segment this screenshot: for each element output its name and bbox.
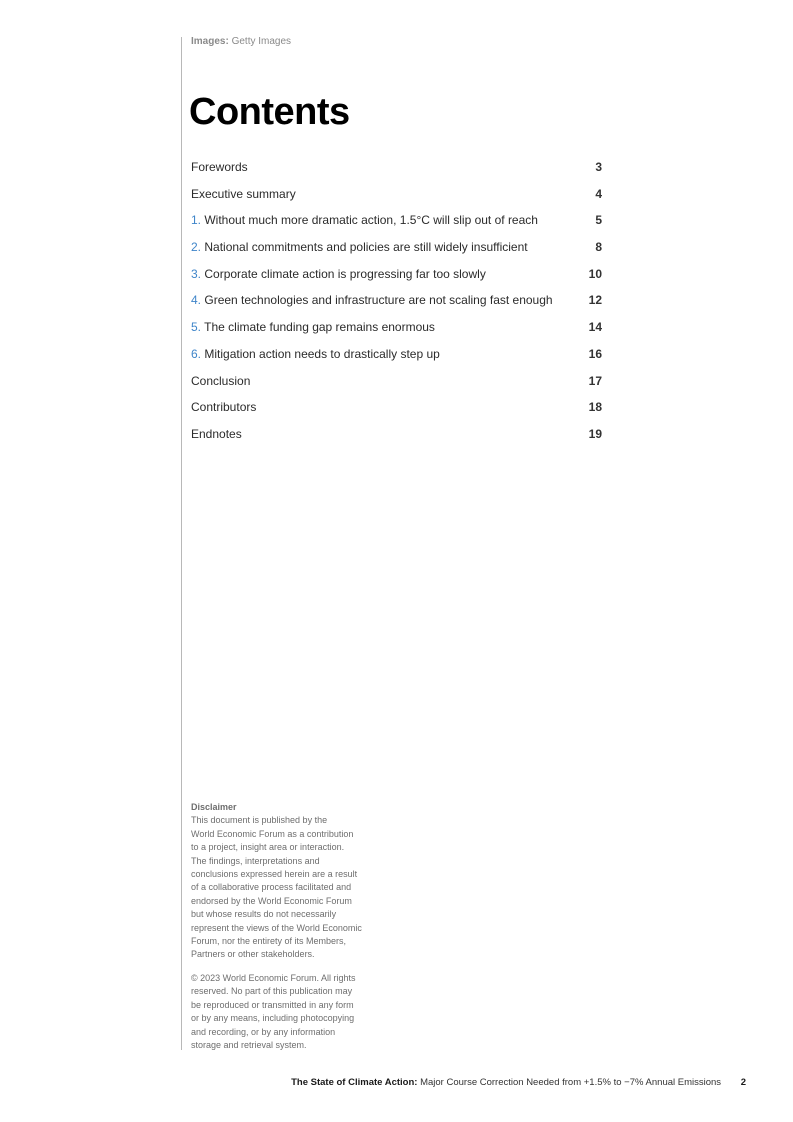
- text-line: storage and retrieval system.: [191, 1039, 307, 1050]
- toc-label: National commitments and policies are still widely insufficient: [204, 240, 528, 255]
- toc-entry-text: [191, 234, 528, 261]
- toc-entry-text: [191, 421, 242, 448]
- toc-page-number: 16: [588, 346, 602, 361]
- toc-entry-text: [191, 394, 256, 421]
- page-number: 2: [740, 1077, 746, 1088]
- toc-page-number: 17: [588, 373, 602, 388]
- toc-entry-text: [191, 287, 553, 314]
- page-footer: [291, 1077, 746, 1088]
- toc-section-number: 1.: [191, 213, 202, 228]
- toc-entry[interactable]: [191, 154, 602, 181]
- toc-label: Endnotes: [191, 426, 242, 441]
- toc-page-number: 19: [588, 426, 602, 441]
- toc-entry[interactable]: [191, 181, 602, 208]
- toc-page-number: 14: [588, 320, 602, 335]
- text-line: conclusions expressed herein are a result: [191, 869, 358, 880]
- text-line: to a project, insight area or interaction.: [191, 842, 345, 853]
- page-title: Contents: [189, 91, 350, 133]
- text-line: represent the views of the World Economic: [191, 922, 362, 933]
- toc-entry-text: [191, 314, 435, 341]
- toc-section-number: 4.: [191, 293, 202, 308]
- table-of-contents: [191, 154, 602, 448]
- text-line: The findings, interpretations and: [191, 855, 320, 866]
- text-line: be reproduced or transmitted in any form: [191, 999, 354, 1010]
- copyright-text: [191, 972, 381, 1052]
- toc-entry[interactable]: [191, 394, 602, 421]
- toc-entry-text: [191, 261, 486, 288]
- toc-entry-text: [191, 368, 250, 395]
- toc-label: Corporate climate action is progressing far too slowly: [204, 266, 486, 281]
- toc-entry-text: [191, 181, 296, 208]
- toc-entry[interactable]: [191, 368, 602, 395]
- toc-entry[interactable]: [191, 341, 602, 368]
- left-margin-rule: [181, 37, 182, 1050]
- toc-entry[interactable]: [191, 287, 602, 314]
- text-line: © 2023 World Economic Forum. All rights: [191, 972, 356, 983]
- toc-label: Contributors: [191, 400, 257, 415]
- text-line: reserved. No part of this publication may: [191, 986, 353, 997]
- text-line: endorsed by the World Economic Forum: [191, 895, 352, 906]
- toc-label: Forewords: [191, 160, 248, 174]
- text-line: and recording, or by any information: [191, 1026, 336, 1037]
- image-credit-value: Getty Images: [231, 36, 292, 47]
- toc-entry[interactable]: [191, 261, 602, 288]
- toc-page-number: 5: [595, 213, 602, 228]
- text-line: Forum, nor the entirety of its Members,: [191, 936, 347, 947]
- text-line: World Economic Forum as a contribution: [191, 828, 354, 839]
- toc-page-number: 3: [595, 160, 602, 174]
- toc-label: Conclusion: [191, 373, 251, 388]
- text-line: but whose results do not necessarily: [191, 909, 337, 920]
- footer-report-title: The State of Climate Action:: [291, 1077, 418, 1088]
- toc-entry-text: [191, 154, 248, 181]
- footer-report-subtitle: Major Course Correction Needed from +1.5% to −7% Annual Emissions: [420, 1077, 722, 1088]
- toc-entry-text: [191, 207, 538, 234]
- toc-section-number: 5.: [191, 320, 202, 335]
- toc-section-number: 6.: [191, 346, 202, 361]
- toc-page-number: 10: [588, 266, 602, 281]
- toc-label: The climate funding gap remains enormous: [204, 320, 435, 335]
- disclaimer-block: [191, 801, 381, 1052]
- toc-entry[interactable]: [191, 314, 602, 341]
- toc-page-number: 12: [588, 293, 602, 308]
- disclaimer-heading: Disclaimer: [191, 802, 237, 812]
- toc-page-number: 8: [595, 240, 602, 255]
- disclaimer-text: [191, 814, 381, 961]
- toc-label: Executive summary: [191, 186, 296, 201]
- toc-entry[interactable]: [191, 421, 602, 448]
- image-credit-label: Images:: [191, 36, 229, 47]
- toc-page-number: 4: [595, 186, 602, 201]
- toc-entry[interactable]: [191, 234, 602, 261]
- toc-section-number: 3.: [191, 266, 202, 281]
- text-line: or by any means, including photocopying: [191, 1013, 355, 1024]
- image-credit: [191, 36, 291, 48]
- text-line: Partners or other stakeholders.: [191, 949, 315, 960]
- text-line: of a collaborative process facilitated and: [191, 882, 352, 893]
- toc-label: Without much more dramatic action, 1.5°C will slip out of reach: [204, 213, 538, 228]
- text-line: This document is published by the: [191, 815, 328, 826]
- toc-entry[interactable]: [191, 207, 602, 234]
- toc-page-number: 18: [588, 400, 602, 415]
- toc-label: Mitigation action needs to drastically step up: [204, 346, 440, 361]
- toc-entry-text: [191, 341, 440, 368]
- toc-label: Green technologies and infrastructure are not scaling fast enough: [204, 293, 553, 308]
- toc-section-number: 2.: [191, 240, 202, 255]
